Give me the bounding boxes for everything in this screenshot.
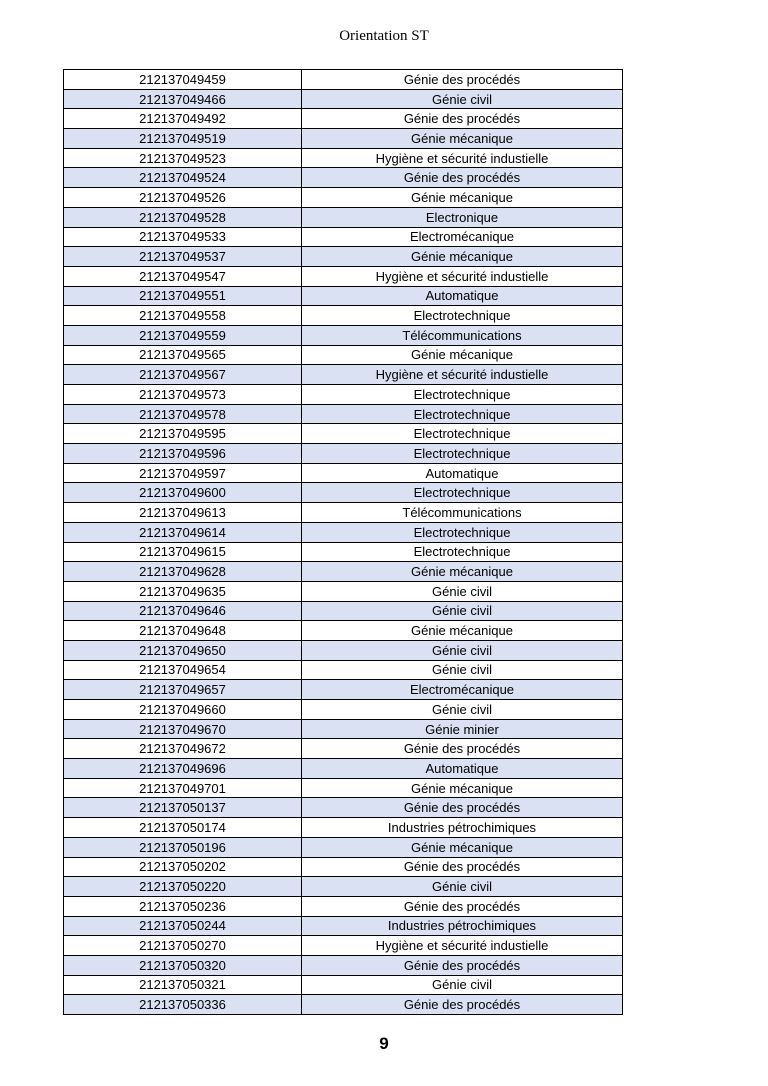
table-row — [64, 207, 623, 227]
student-id-cell: 212137049614 — [64, 522, 302, 542]
table-row — [64, 542, 623, 562]
student-id-cell: 212137049600 — [64, 483, 302, 503]
student-id-cell: 212137049670 — [64, 719, 302, 739]
student-id-cell: 212137049558 — [64, 306, 302, 326]
specialty-cell: Electrotechnique — [302, 404, 623, 424]
student-id-cell: 212137049492 — [64, 109, 302, 129]
student-id-cell: 212137049537 — [64, 247, 302, 267]
specialty-cell: Electrotechnique — [302, 522, 623, 542]
page-number: 9 — [379, 1034, 389, 1053]
specialty-cell: Hygiène et sécurité industielle — [302, 148, 623, 168]
table-row — [64, 857, 623, 877]
student-id-cell: 212137049519 — [64, 129, 302, 149]
student-id-cell: 212137049635 — [64, 581, 302, 601]
page-header-title: Orientation ST — [339, 28, 429, 44]
student-id-cell: 212137049654 — [64, 660, 302, 680]
table-row — [64, 621, 623, 641]
table-row — [64, 70, 623, 90]
student-id-cell: 212137049696 — [64, 759, 302, 779]
table-row — [64, 286, 623, 306]
student-id-cell: 212137049573 — [64, 385, 302, 405]
specialty-cell: Génie des procédés — [302, 70, 623, 90]
table-row — [64, 581, 623, 601]
student-id-cell: 212137050244 — [64, 916, 302, 936]
specialty-cell: Electromécanique — [302, 680, 623, 700]
specialty-cell: Automatique — [302, 463, 623, 483]
orientation-table-body — [64, 70, 623, 1015]
table-row — [64, 778, 623, 798]
table-row — [64, 818, 623, 838]
student-id-cell: 212137050336 — [64, 995, 302, 1015]
table-row — [64, 936, 623, 956]
table-row — [64, 601, 623, 621]
student-id-cell: 212137049613 — [64, 503, 302, 523]
specialty-cell: Industries pétrochimiques — [302, 818, 623, 838]
specialty-cell: Electrotechnique — [302, 483, 623, 503]
specialty-cell: Génie mécanique — [302, 345, 623, 365]
specialty-cell: Génie des procédés — [302, 798, 623, 818]
table-row — [64, 896, 623, 916]
student-id-cell: 212137050174 — [64, 818, 302, 838]
table-row — [64, 483, 623, 503]
table-row — [64, 365, 623, 385]
student-id-cell: 212137049567 — [64, 365, 302, 385]
specialty-cell: Génie civil — [302, 975, 623, 995]
student-id-cell: 212137049701 — [64, 778, 302, 798]
specialty-cell: Electrotechnique — [302, 424, 623, 444]
student-id-cell: 212137049526 — [64, 188, 302, 208]
table-row — [64, 640, 623, 660]
specialty-cell: Electrotechnique — [302, 385, 623, 405]
table-row — [64, 975, 623, 995]
specialty-cell: Hygiène et sécurité industielle — [302, 936, 623, 956]
specialty-cell: Génie civil — [302, 640, 623, 660]
table-row — [64, 503, 623, 523]
table-row — [64, 168, 623, 188]
specialty-cell: Génie civil — [302, 89, 623, 109]
table-row — [64, 266, 623, 286]
specialty-cell: Génie mécanique — [302, 621, 623, 641]
table-row — [64, 955, 623, 975]
table-row — [64, 444, 623, 464]
student-id-cell: 212137049533 — [64, 227, 302, 247]
specialty-cell: Electrotechnique — [302, 306, 623, 326]
table-row — [64, 148, 623, 168]
specialty-cell: Industries pétrochimiques — [302, 916, 623, 936]
specialty-cell: Génie civil — [302, 877, 623, 897]
student-id-cell: 212137049628 — [64, 562, 302, 582]
specialty-cell: Hygiène et sécurité industielle — [302, 365, 623, 385]
table-row — [64, 227, 623, 247]
specialty-cell: Automatique — [302, 759, 623, 779]
table-row — [64, 424, 623, 444]
specialty-cell: Electromécanique — [302, 227, 623, 247]
specialty-cell: Génie des procédés — [302, 896, 623, 916]
student-id-cell: 212137049559 — [64, 325, 302, 345]
student-id-cell: 212137049660 — [64, 700, 302, 720]
table-row — [64, 385, 623, 405]
student-id-cell: 212137050320 — [64, 955, 302, 975]
table-row — [64, 700, 623, 720]
table-row — [64, 247, 623, 267]
specialty-cell: Génie civil — [302, 700, 623, 720]
table-row — [64, 837, 623, 857]
table-row — [64, 660, 623, 680]
table-row — [64, 877, 623, 897]
student-id-cell: 212137049615 — [64, 542, 302, 562]
table-row — [64, 345, 623, 365]
table-row — [64, 188, 623, 208]
table-row — [64, 719, 623, 739]
table-row — [64, 680, 623, 700]
table-row — [64, 759, 623, 779]
specialty-cell: Electrotechnique — [302, 542, 623, 562]
student-id-cell: 212137050196 — [64, 837, 302, 857]
student-id-cell: 212137049646 — [64, 601, 302, 621]
specialty-cell: Génie mécanique — [302, 562, 623, 582]
student-id-cell: 212137050137 — [64, 798, 302, 818]
student-id-cell: 212137049523 — [64, 148, 302, 168]
table-row — [64, 463, 623, 483]
specialty-cell: Génie des procédés — [302, 857, 623, 877]
student-id-cell: 212137049565 — [64, 345, 302, 365]
table-row — [64, 562, 623, 582]
specialty-cell: Automatique — [302, 286, 623, 306]
student-id-cell: 212137049524 — [64, 168, 302, 188]
student-id-cell: 212137049650 — [64, 640, 302, 660]
specialty-cell: Génie des procédés — [302, 739, 623, 759]
table-row — [64, 325, 623, 345]
table-row — [64, 995, 623, 1015]
student-id-cell: 212137049657 — [64, 680, 302, 700]
specialty-cell: Electrotechnique — [302, 444, 623, 464]
student-id-cell: 212137049551 — [64, 286, 302, 306]
specialty-cell: Génie des procédés — [302, 955, 623, 975]
student-id-cell: 212137049596 — [64, 444, 302, 464]
student-id-cell: 212137050321 — [64, 975, 302, 995]
specialty-cell: Génie civil — [302, 601, 623, 621]
student-id-cell: 212137049547 — [64, 266, 302, 286]
table-row — [64, 89, 623, 109]
student-id-cell: 212137049459 — [64, 70, 302, 90]
table-row — [64, 306, 623, 326]
specialty-cell: Hygiène et sécurité industielle — [302, 266, 623, 286]
table-row — [64, 129, 623, 149]
table-row — [64, 109, 623, 129]
specialty-cell: Génie des procédés — [302, 168, 623, 188]
specialty-cell: Génie minier — [302, 719, 623, 739]
student-id-cell: 212137049595 — [64, 424, 302, 444]
specialty-cell: Génie mécanique — [302, 837, 623, 857]
table-row — [64, 798, 623, 818]
specialty-cell: Télécommunications — [302, 503, 623, 523]
student-id-cell: 212137049597 — [64, 463, 302, 483]
student-id-cell: 212137050202 — [64, 857, 302, 877]
specialty-cell: Génie mécanique — [302, 778, 623, 798]
specialty-cell: Génie mécanique — [302, 247, 623, 267]
orientation-table — [63, 69, 623, 1015]
student-id-cell: 212137050270 — [64, 936, 302, 956]
student-id-cell: 212137050220 — [64, 877, 302, 897]
student-id-cell: 212137049648 — [64, 621, 302, 641]
student-id-cell: 212137049466 — [64, 89, 302, 109]
student-id-cell: 212137049578 — [64, 404, 302, 424]
table-row — [64, 404, 623, 424]
specialty-cell: Télécommunications — [302, 325, 623, 345]
specialty-cell: Génie des procédés — [302, 109, 623, 129]
specialty-cell: Génie mécanique — [302, 129, 623, 149]
student-id-cell: 212137050236 — [64, 896, 302, 916]
specialty-cell: Génie des procédés — [302, 995, 623, 1015]
table-row — [64, 522, 623, 542]
specialty-cell: Génie mécanique — [302, 188, 623, 208]
specialty-cell: Génie civil — [302, 581, 623, 601]
specialty-cell: Génie civil — [302, 660, 623, 680]
specialty-cell: Electronique — [302, 207, 623, 227]
student-id-cell: 212137049528 — [64, 207, 302, 227]
student-id-cell: 212137049672 — [64, 739, 302, 759]
table-row — [64, 739, 623, 759]
table-row — [64, 916, 623, 936]
